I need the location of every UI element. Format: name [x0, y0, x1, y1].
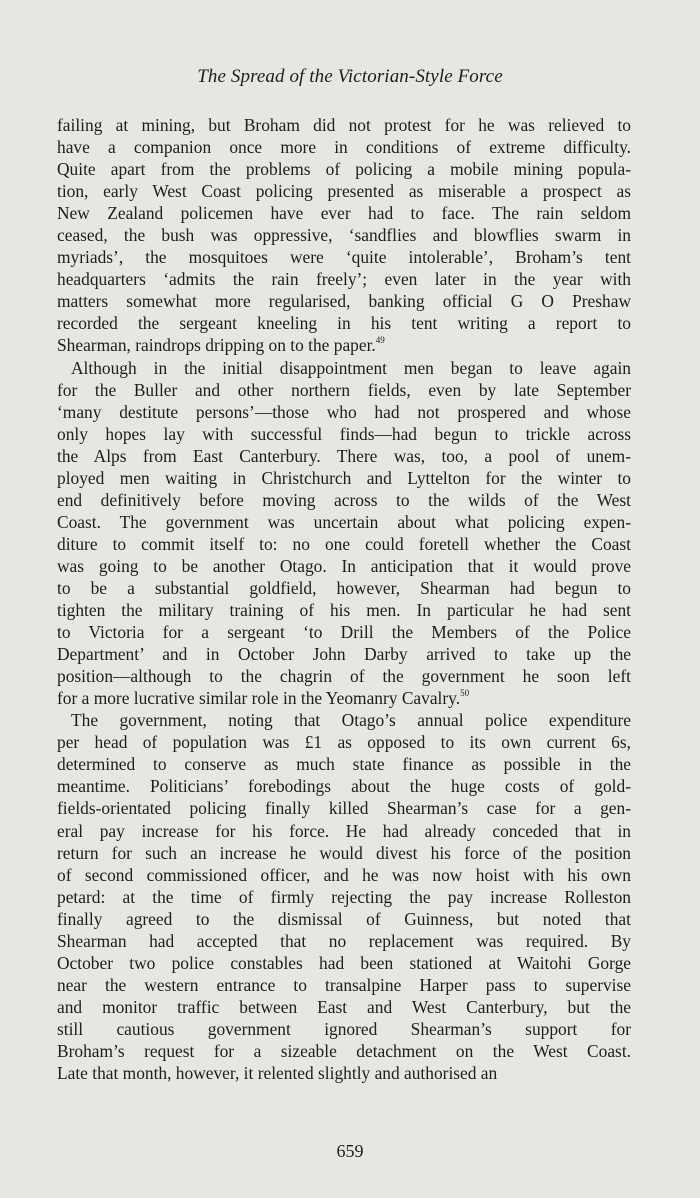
page-number: 659 [336, 1141, 364, 1161]
line-text: Shearman had accepted that no replacement was required. By [57, 930, 631, 951]
line-text: Quite apart from the problems of policing a mobile mining popula- [57, 159, 631, 180]
text-line [57, 401, 631, 423]
text-line [57, 709, 631, 731]
line-text: Late that month, however, it relented slightly and authorised an [57, 1063, 498, 1084]
line-text: end definitively before moving across to the wilds of the West [57, 489, 631, 510]
body-text [57, 114, 631, 1084]
text-line [57, 290, 631, 312]
text-line [57, 445, 631, 467]
text-line [57, 246, 631, 268]
line-text: the Alps from East Canterbury. There was, too, a pool of unem- [57, 445, 631, 466]
paragraph [57, 709, 631, 1084]
line-text: eral pay increase for his force. He had already conceded that in [57, 820, 631, 841]
text-line [57, 996, 631, 1018]
line-text: to be a substantial goldfield, however, Shearman had begun to [57, 577, 631, 598]
line-text: Broham’s request for a sizeable detachment on the West Coast. [57, 1040, 631, 1061]
footnote-marker[interactable]: 49 [375, 335, 385, 346]
line-text: per head of population was £1 as opposed to its own current 6s, [57, 732, 631, 753]
text-line [57, 312, 631, 334]
line-text: Department’ and in October John Darby arrived to take up the [57, 644, 631, 665]
text-line [57, 224, 631, 246]
line-text: meantime. Politicians’ forebodings about the huge costs of gold- [57, 776, 631, 797]
text-line [57, 268, 631, 290]
text-line [57, 423, 631, 445]
text-line [57, 908, 631, 930]
line-text: determined to conserve as much state finance as possible in the [57, 754, 631, 775]
text-line [57, 357, 631, 379]
text-line [57, 886, 631, 908]
text-line [57, 158, 631, 180]
text-line [57, 687, 631, 709]
text-line [57, 180, 631, 202]
text-line [57, 643, 631, 665]
line-text: tighten the military training of his men. In particular he had sent [57, 600, 631, 621]
line-text: matters somewhat more regularised, banking official G O Preshaw [57, 291, 631, 312]
line-text: finally agreed to the dismissal of Guinness, but noted that [57, 908, 631, 929]
line-text: petard: at the time of firmly rejecting the pay increase Rolleston [57, 886, 631, 907]
line-text: fields-orientated policing finally killed Shearman’s case for a gen- [57, 798, 631, 819]
line-text: and monitor traffic between East and West Canterbury, but the [57, 996, 631, 1017]
text-line [57, 577, 631, 599]
text-line [57, 974, 631, 996]
text-line [57, 930, 631, 952]
line-text: return for such an increase he would divest his force of the position [57, 842, 631, 863]
line-text: myriads’, the mosquitoes were ‘quite intolerable’, Broham’s tent [57, 247, 631, 268]
line-text: New Zealand policemen have ever had to face. The rain seldom [57, 203, 631, 224]
text-line [57, 467, 631, 489]
text-line [57, 1040, 631, 1062]
paragraph [57, 357, 631, 710]
line-text: Shearman, raindrops dripping on to the paper. [57, 335, 376, 356]
line-text: Although in the initial disappointment men began to leave again [71, 357, 631, 378]
text-line [57, 379, 631, 401]
text-line [57, 202, 631, 224]
line-text: for the Buller and other northern fields, even by late September [57, 379, 631, 400]
text-line [57, 1018, 631, 1040]
line-text: diture to commit itself to: no one could foretell whether the Coast [57, 533, 631, 554]
footnote-marker[interactable]: 50 [460, 688, 470, 699]
text-line [57, 555, 631, 577]
text-line [57, 533, 631, 555]
line-text: near the western entrance to transalpine Harper pass to supervise [57, 974, 631, 995]
line-text: still cautious government ignored Shearman’s support for [57, 1018, 631, 1039]
line-text: headquarters ‘admits the rain freely’; even later in the year with [57, 269, 631, 290]
text-line [57, 952, 631, 974]
text-line [57, 114, 631, 136]
line-text: have a companion once more in conditions of extreme difficulty. [57, 137, 631, 158]
line-text: to Victoria for a sergeant ‘to Drill the Members of the Police [57, 622, 631, 643]
running-title: The Spread of the Victorian-Style Force [197, 66, 503, 87]
text-line [57, 511, 631, 533]
text-line [57, 753, 631, 775]
text-line [57, 136, 631, 158]
line-text: ceased, the bush was oppressive, ‘sandflies and blowflies swarm in [57, 225, 631, 246]
text-line [57, 864, 631, 886]
text-line [57, 797, 631, 819]
line-text: The government, noting that Otago’s annual police expenditure [71, 710, 631, 731]
text-line [57, 621, 631, 643]
line-text: Coast. The government was uncertain about what policing expen- [57, 511, 631, 532]
text-line [57, 599, 631, 621]
line-text: tion, early West Coast policing presented as miserable a prospect as [57, 181, 631, 202]
line-text: only hopes lay with successful finds—had begun to trickle across [57, 423, 631, 444]
line-text: ‘many destitute persons’—those who had not prospered and whose [57, 401, 631, 422]
text-line [57, 775, 631, 797]
line-text: October two police constables had been stationed at Waitohi Gorge [57, 952, 631, 973]
line-text: ployed men waiting in Christchurch and Lyttelton for the winter to [57, 467, 631, 488]
text-line [57, 334, 631, 356]
line-text: for a more lucrative similar role in the Yeomanry Cavalry. [57, 688, 461, 709]
line-text: position—although to the chagrin of the government he soon left [57, 666, 631, 687]
text-line [57, 731, 631, 753]
line-text: of second commissioned officer, and he was now hoist with his own [57, 864, 631, 885]
text-line [57, 1062, 631, 1084]
line-text: recorded the sergeant kneeling in his tent writing a report to [57, 313, 631, 334]
text-line [57, 665, 631, 687]
text-line [57, 842, 631, 864]
text-line [57, 820, 631, 842]
line-text: was going to be another Otago. In anticipation that it would prove [57, 555, 631, 576]
text-line [57, 489, 631, 511]
line-text: failing at mining, but Broham did not protest for he was relieved to [57, 115, 631, 135]
paragraph [57, 114, 631, 357]
